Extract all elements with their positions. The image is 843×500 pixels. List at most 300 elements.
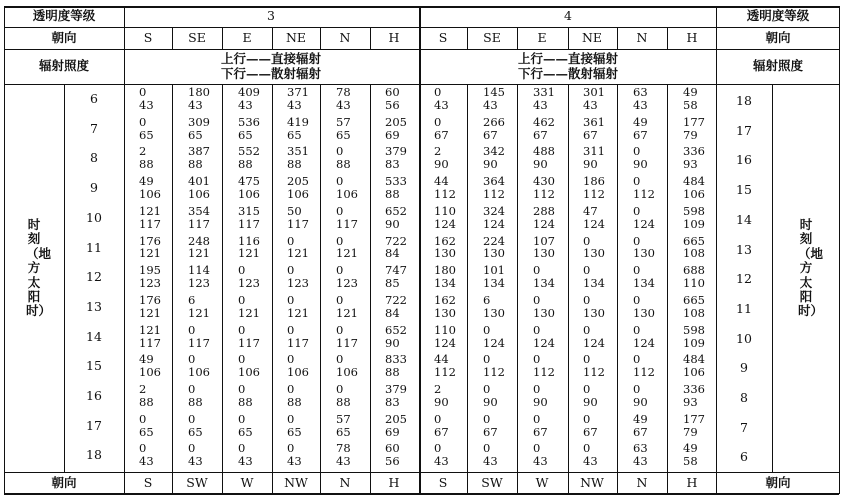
orientation-header-h: H [388,30,400,45]
col-divider [370,27,371,49]
direct-radiation-cell: 0 [287,233,295,248]
diffuse-radiation-cell: 124 [533,335,555,350]
diffuse-radiation-cell: 134 [533,276,555,291]
col-divider [667,472,668,494]
diffuse-radiation-cell: 88 [238,394,253,409]
diffuse-radiation-cell: 106 [238,187,260,201]
hour-label-left: 9 [90,180,98,196]
col-divider [517,472,518,494]
hour-label-left: 7 [90,120,98,136]
direct-radiation-cell: 0 [238,263,246,278]
direct-radiation-cell: 665 [683,292,705,307]
hour-label-left: 11 [86,239,102,255]
direct-radiation-cell: 309 [188,114,210,129]
diffuse-radiation-cell: 112 [483,365,505,380]
direct-radiation-cell: 0 [533,352,541,367]
direct-radiation-cell: 0 [533,292,541,307]
note-direct-line: 上行——直接辐射 [517,51,619,66]
divider-time-left [64,84,65,472]
diffuse-radiation-cell: 67 [633,127,648,142]
diffuse-radiation-cell: 67 [633,424,648,439]
rule-after-level [4,27,839,28]
divider-right-label [716,6,717,494]
diffuse-radiation-cell: 90 [434,394,449,409]
col-divider [568,472,569,494]
direct-radiation-cell: 0 [633,382,641,396]
direct-radiation-cell: 0 [633,203,641,218]
hour-label-right: 11 [736,300,752,316]
hour-label-left: 10 [86,209,102,225]
direct-radiation-cell: 331 [533,85,555,99]
diffuse-radiation-cell: 88 [336,394,351,409]
direct-radiation-cell: 0 [483,352,491,367]
diffuse-radiation-cell: 130 [434,246,456,261]
orientation-footer-w: W [535,475,549,490]
diffuse-radiation-cell: 121 [287,246,309,261]
direct-radiation-cell: 0 [336,292,344,307]
diffuse-radiation-cell: 43 [238,97,253,112]
orientation-footer-h: H [686,475,698,490]
col-divider [172,472,173,494]
diffuse-radiation-cell: 90 [434,157,449,172]
diffuse-radiation-cell: 117 [139,335,161,350]
direct-radiation-cell: 6 [483,292,491,307]
diffuse-radiation-cell: 43 [533,454,548,469]
direct-radiation-cell: 0 [238,352,246,367]
direct-radiation-cell: 114 [188,263,210,278]
diffuse-radiation-cell: 65 [287,127,302,142]
diffuse-radiation-cell: 124 [434,216,456,231]
corner-label-right: 透明度等级 [746,8,810,23]
direct-radiation-cell: 0 [287,411,295,426]
diffuse-radiation-cell: 67 [583,127,598,142]
direct-radiation-cell: 0 [434,85,442,99]
direct-radiation-cell: 205 [385,411,407,426]
direct-radiation-cell: 6 [188,292,196,307]
level-4-label: 4 [564,8,572,23]
direct-radiation-cell: 110 [434,203,456,218]
direct-radiation-cell: 0 [188,382,196,396]
direct-radiation-cell: 60 [385,85,400,99]
diffuse-radiation-cell: 106 [139,365,161,380]
diffuse-radiation-cell: 65 [139,127,154,142]
col-divider [272,84,273,472]
direct-radiation-cell: 336 [683,382,705,396]
diffuse-radiation-cell: 88 [188,394,203,409]
direct-radiation-cell: 180 [434,263,456,278]
direct-radiation-cell: 0 [483,322,491,337]
direct-radiation-cell: 162 [434,233,456,248]
diffuse-radiation-cell: 112 [583,365,605,380]
direct-radiation-cell: 652 [385,322,407,337]
hour-label-right: 9 [740,360,748,376]
diffuse-radiation-cell: 112 [633,187,655,201]
diffuse-radiation-cell: 65 [336,424,351,439]
diffuse-radiation-cell: 117 [238,216,260,231]
diffuse-radiation-cell: 43 [583,97,598,112]
direct-radiation-cell: 387 [188,144,210,159]
direct-radiation-cell: 78 [336,85,351,99]
col-divider [320,472,321,494]
orientation-label-right: 朝向 [765,30,791,45]
direct-radiation-cell: 248 [188,233,210,248]
diffuse-radiation-cell: 130 [483,305,505,320]
diffuse-radiation-cell: 124 [483,216,505,231]
direct-radiation-cell: 0 [188,441,196,456]
diffuse-radiation-cell: 43 [434,454,449,469]
diffuse-radiation-cell: 117 [139,216,161,231]
diffuse-radiation-cell: 90 [385,335,400,350]
direct-radiation-cell: 49 [633,114,648,129]
direct-radiation-cell: 60 [385,441,400,456]
direct-radiation-cell: 0 [483,411,491,426]
diffuse-radiation-cell: 130 [583,305,605,320]
direct-radiation-cell: 0 [238,292,246,307]
direct-radiation-cell: 0 [287,322,295,337]
orientation-footer-h: H [388,475,400,490]
rule-before-footer [4,472,839,473]
diffuse-radiation-cell: 106 [336,365,358,380]
orientation-header-ne: NE [285,30,307,45]
diffuse-radiation-cell: 130 [483,246,505,261]
diffuse-radiation-cell: 67 [434,127,449,142]
orientation-footer-n: N [339,475,351,490]
direct-radiation-cell: 0 [434,441,442,456]
diffuse-radiation-cell: 65 [238,127,253,142]
diffuse-radiation-cell: 106 [287,365,309,380]
diffuse-radiation-cell: 124 [483,335,505,350]
direct-radiation-cell: 49 [683,441,698,456]
orientation-footer-n: N [636,475,648,490]
direct-radiation-cell: 0 [533,411,541,426]
diffuse-radiation-cell: 134 [633,276,655,291]
diffuse-radiation-cell: 79 [683,127,698,142]
direct-radiation-cell: 0 [533,263,541,278]
diffuse-radiation-cell: 84 [385,305,400,320]
diffuse-radiation-cell: 43 [139,454,154,469]
diffuse-radiation-cell: 88 [188,157,203,172]
diffuse-radiation-cell: 121 [336,305,358,320]
direct-radiation-cell: 0 [583,292,591,307]
rule-top [4,6,839,8]
direct-radiation-cell: 484 [683,352,705,367]
direct-radiation-cell: 0 [483,441,491,456]
direct-radiation-cell: 0 [633,144,641,159]
hour-label-right: 18 [736,93,752,108]
hour-label-left: 17 [86,417,102,433]
diffuse-radiation-cell: 90 [583,394,598,409]
diffuse-radiation-cell: 56 [385,454,400,469]
direct-radiation-cell: 409 [238,85,260,99]
diffuse-radiation-cell: 112 [483,187,505,201]
direct-radiation-cell: 205 [385,114,407,129]
orientation-footer-sw: SW [186,475,208,490]
direct-radiation-cell: 107 [533,233,555,248]
direct-radiation-cell: 336 [683,144,705,159]
rule-after-irradiance [4,84,839,85]
diffuse-radiation-cell: 90 [533,157,548,172]
direct-radiation-cell: 195 [139,263,161,278]
col-divider [617,27,618,49]
direct-radiation-cell: 361 [583,114,605,129]
diffuse-radiation-cell: 121 [188,246,210,261]
orientation-header-h: H [686,30,698,45]
diffuse-radiation-cell: 130 [533,246,555,261]
direct-radiation-cell: 533 [385,174,407,189]
diffuse-radiation-cell: 88 [385,187,400,201]
direct-radiation-cell: 0 [336,174,344,189]
direct-radiation-cell: 0 [336,144,344,159]
diffuse-radiation-cell: 130 [583,246,605,261]
orientation-header-n: N [339,30,351,45]
diffuse-radiation-cell: 88 [139,157,154,172]
hour-label-right: 15 [736,182,752,198]
diffuse-radiation-cell: 58 [683,97,698,112]
hour-label-left: 13 [86,298,102,314]
orientation-header-e: E [537,30,547,45]
rule-bottom [4,493,839,495]
hour-label-right: 10 [736,330,752,346]
direct-radiation-cell: 0 [583,233,591,248]
diffuse-radiation-cell: 108 [683,305,705,320]
direct-radiation-cell: 121 [139,203,161,218]
direct-radiation-cell: 2 [434,144,442,159]
direct-radiation-cell: 0 [287,263,295,278]
orientation-header-s: S [143,30,153,45]
diffuse-radiation-cell: 65 [139,424,154,439]
diffuse-radiation-cell: 121 [238,305,260,320]
diffuse-radiation-cell: 90 [583,157,598,172]
diffuse-radiation-cell: 43 [139,97,154,112]
direct-radiation-cell: 0 [633,292,641,307]
rule-after-orientation [4,49,839,50]
direct-radiation-cell: 419 [287,114,309,129]
direct-radiation-cell: 0 [583,411,591,426]
col-divider [467,84,468,472]
direct-radiation-cell: 0 [238,382,246,396]
level-3-label: 3 [267,8,275,23]
diffuse-radiation-cell: 67 [533,127,548,142]
direct-radiation-cell: 49 [139,352,154,367]
diffuse-radiation-cell: 112 [434,187,456,201]
col-divider [172,27,173,49]
hour-label-left: 6 [90,91,98,106]
diffuse-radiation-cell: 43 [336,454,351,469]
direct-radiation-cell: 57 [336,411,351,426]
direct-radiation-cell: 315 [238,203,260,218]
direct-radiation-cell: 0 [139,441,147,456]
direct-radiation-cell: 0 [336,322,344,337]
direct-radiation-cell: 180 [188,85,210,99]
col-divider [222,472,223,494]
diffuse-radiation-cell: 43 [188,97,203,112]
diffuse-radiation-cell: 121 [287,305,309,320]
direct-radiation-cell: 462 [533,114,555,129]
direct-radiation-cell: 0 [336,203,344,218]
diffuse-radiation-cell: 106 [188,187,210,201]
diffuse-radiation-cell: 43 [238,454,253,469]
direct-radiation-cell: 63 [633,441,648,456]
footer-orientation-right: 朝向 [765,475,791,490]
diffuse-radiation-cell: 85 [385,276,400,291]
direct-radiation-cell: 598 [683,322,705,337]
diffuse-radiation-cell: 83 [385,394,400,409]
diffuse-radiation-cell: 109 [683,216,705,231]
diffuse-radiation-cell: 43 [188,454,203,469]
diffuse-radiation-cell: 65 [287,424,302,439]
diffuse-radiation-cell: 112 [533,187,555,201]
direct-radiation-cell: 0 [533,382,541,396]
direct-radiation-cell: 44 [434,174,449,189]
diffuse-radiation-cell: 65 [238,424,253,439]
diffuse-radiation-cell: 88 [385,365,400,380]
divider-time-right [772,84,773,472]
divider-left-label [124,6,125,494]
direct-radiation-cell: 2 [434,382,442,396]
orientation-footer-w: W [240,475,254,490]
diffuse-radiation-cell: 117 [188,335,210,350]
direct-radiation-cell: 0 [139,85,147,99]
hour-label-right: 17 [736,122,752,138]
direct-radiation-cell: 688 [683,263,705,278]
diffuse-radiation-cell: 134 [583,276,605,291]
hour-label-right: 12 [736,271,752,287]
diffuse-radiation-cell: 69 [385,424,400,439]
hour-label-right: 8 [740,390,748,405]
direct-radiation-cell: 2 [139,144,147,159]
diffuse-radiation-cell: 110 [683,276,705,291]
direct-radiation-cell: 722 [385,292,407,307]
diffuse-radiation-cell: 43 [633,454,648,469]
time-label-right: 时刻（地方太阳时） [798,217,824,319]
diffuse-radiation-cell: 130 [633,305,655,320]
direct-radiation-cell: 0 [188,411,196,426]
orientation-header-n: N [636,30,648,45]
diffuse-radiation-cell: 117 [238,335,260,350]
diffuse-radiation-cell: 112 [434,365,456,380]
direct-radiation-cell: 205 [287,174,309,189]
diffuse-radiation-cell: 117 [287,216,309,231]
diffuse-radiation-cell: 106 [188,365,210,380]
diffuse-radiation-cell: 121 [139,305,161,320]
diffuse-radiation-cell: 130 [633,246,655,261]
direct-radiation-cell: 0 [287,441,295,456]
irradiance-label-right: 辐射照度 [752,58,804,73]
direct-radiation-cell: 0 [287,382,295,396]
col-divider [320,27,321,49]
direct-radiation-cell: 324 [483,203,505,218]
hour-label-left: 8 [90,150,98,166]
diffuse-radiation-cell: 79 [683,424,698,439]
corner-label-left: 透明度等级 [32,8,96,23]
diffuse-radiation-cell: 109 [683,335,705,350]
diffuse-radiation-cell: 93 [683,394,698,409]
diffuse-radiation-cell: 117 [287,335,309,350]
direct-radiation-cell: 0 [287,292,295,307]
border-left [4,6,5,494]
direct-radiation-cell: 354 [188,203,210,218]
direct-radiation-cell: 351 [287,144,309,159]
diffuse-radiation-cell: 43 [533,97,548,112]
direct-radiation-cell: 475 [238,174,260,189]
direct-radiation-cell: 0 [238,322,246,337]
direct-radiation-cell: 121 [139,322,161,337]
direct-radiation-cell: 722 [385,233,407,248]
hour-label-right: 14 [736,211,752,227]
direct-radiation-cell: 177 [683,114,705,129]
hour-label-left: 12 [86,269,102,285]
direct-radiation-cell: 0 [188,352,196,367]
diffuse-radiation-cell: 124 [633,216,655,231]
direct-radiation-cell: 0 [633,322,641,337]
diffuse-radiation-cell: 84 [385,246,400,261]
diffuse-radiation-cell: 117 [336,216,358,231]
direct-radiation-cell: 49 [683,85,698,99]
orientation-footer-nw: NW [580,475,604,490]
diffuse-radiation-cell: 130 [533,305,555,320]
diffuse-radiation-cell: 112 [633,365,655,380]
diffuse-radiation-cell: 121 [238,246,260,261]
direct-radiation-cell: 0 [583,352,591,367]
hour-label-left: 14 [86,328,102,344]
diffuse-radiation-cell: 67 [483,127,498,142]
direct-radiation-cell: 430 [533,174,555,189]
direct-radiation-cell: 266 [483,114,505,129]
direct-radiation-cell: 536 [238,114,260,129]
diffuse-radiation-cell: 123 [139,276,161,291]
diffuse-radiation-cell: 43 [483,454,498,469]
direct-radiation-cell: 311 [583,144,605,159]
direct-radiation-cell: 162 [434,292,456,307]
direct-radiation-cell: 177 [683,411,705,426]
hour-label-left: 16 [86,388,102,403]
direct-radiation-cell: 0 [434,411,442,426]
direct-radiation-cell: 47 [583,203,598,218]
diffuse-radiation-cell: 130 [434,305,456,320]
diffuse-radiation-cell: 67 [533,424,548,439]
diffuse-radiation-cell: 112 [533,365,555,380]
diffuse-radiation-cell: 65 [188,127,203,142]
col-divider [617,84,618,472]
diffuse-radiation-cell: 67 [583,424,598,439]
direct-radiation-cell: 484 [683,174,705,189]
diffuse-radiation-cell: 90 [385,216,400,231]
orientation-header-e: E [242,30,252,45]
direct-radiation-cell: 598 [683,203,705,218]
col-divider [467,472,468,494]
direct-radiation-cell: 0 [434,114,442,129]
direct-radiation-cell: 0 [238,411,246,426]
diffuse-radiation-cell: 106 [238,365,260,380]
direct-radiation-cell: 0 [633,263,641,278]
col-divider [568,27,569,49]
direct-radiation-cell: 0 [633,174,641,189]
diffuse-radiation-cell: 58 [683,454,698,469]
direct-radiation-cell: 0 [188,322,196,337]
diffuse-radiation-cell: 106 [336,187,358,201]
direct-radiation-cell: 0 [583,322,591,337]
direct-radiation-cell: 101 [483,263,505,278]
direct-radiation-cell: 0 [533,441,541,456]
hour-label-left: 15 [86,358,102,374]
direct-radiation-cell: 0 [336,352,344,367]
diffuse-radiation-cell: 93 [683,157,698,172]
diffuse-radiation-cell: 124 [583,216,605,231]
direct-radiation-cell: 0 [336,233,344,248]
orientation-footer-sw: SW [481,475,503,490]
direct-radiation-cell: 301 [583,85,605,99]
direct-radiation-cell: 0 [633,352,641,367]
